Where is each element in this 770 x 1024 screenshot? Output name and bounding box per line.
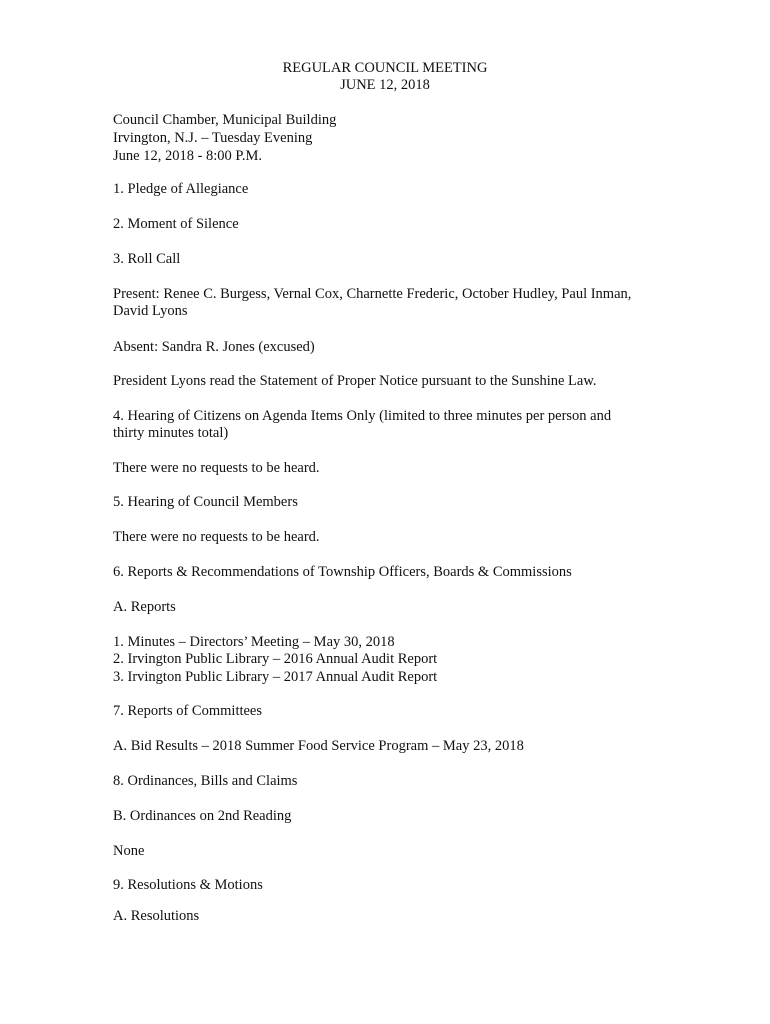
location-line-2: Irvington, N.J. – Tuesday Evening <box>113 130 313 146</box>
meeting-date: JUNE 12, 2018 <box>340 77 430 93</box>
hearing-citizens-line-1: 4. Hearing of Citizens on Agenda Items Only (limited to three minutes per person and <box>113 408 612 424</box>
no-requests-2: There were no requests to be heard. <box>113 529 320 545</box>
page-title: REGULAR COUNCIL MEETING <box>282 60 488 76</box>
item-committees: 7. Reports of Committees <box>113 703 263 719</box>
bid-results-line: A. Bid Results – 2018 Summer Food Service Program – May 23, 2018 <box>113 738 524 754</box>
present-line-1: Present: Renee C. Burgess, Vernal Cox, Charnette Frederic, October Hudley, Paul Inman, <box>113 286 632 302</box>
report-item-1: 1. Minutes – Directors’ Meeting – May 30, 2018 <box>113 634 395 650</box>
item-reports-heading: 6. Reports & Recommendations of Township Officers, Boards & Commissions <box>113 564 572 580</box>
item-ordinances: 8. Ordinances, Bills and Claims <box>113 773 298 789</box>
absent-line: Absent: Sandra R. Jones (excused) <box>113 339 315 355</box>
item-moment-of-silence: 2. Moment of Silence <box>113 216 239 232</box>
no-requests-1: There were no requests to be heard. <box>113 460 320 476</box>
location-line-3: June 12, 2018 - 8:00 P.M. <box>113 148 263 164</box>
report-item-2: 2. Irvington Public Library – 2016 Annual Audit Report <box>113 651 438 667</box>
resolutions-subheading: A. Resolutions <box>113 908 200 924</box>
present-line-2: David Lyons <box>113 303 188 319</box>
ordinances-second-reading: B. Ordinances on 2nd Reading <box>113 808 292 824</box>
none-line: None <box>113 843 145 859</box>
item-pledge: 1. Pledge of Allegiance <box>113 181 249 197</box>
item-roll-call: 3. Roll Call <box>113 251 181 267</box>
item-resolutions-heading: 9. Resolutions & Motions <box>113 877 263 893</box>
notice-line: President Lyons read the Statement of Proper Notice pursuant to the Sunshine Law. <box>113 373 597 389</box>
item-hearing-council: 5. Hearing of Council Members <box>113 494 298 510</box>
hearing-citizens-line-2: thirty minutes total) <box>113 425 229 441</box>
location-line-1: Council Chamber, Municipal Building <box>113 112 337 128</box>
report-item-3: 3. Irvington Public Library – 2017 Annual Audit Report <box>113 669 438 685</box>
reports-subheading: A. Reports <box>113 599 176 615</box>
